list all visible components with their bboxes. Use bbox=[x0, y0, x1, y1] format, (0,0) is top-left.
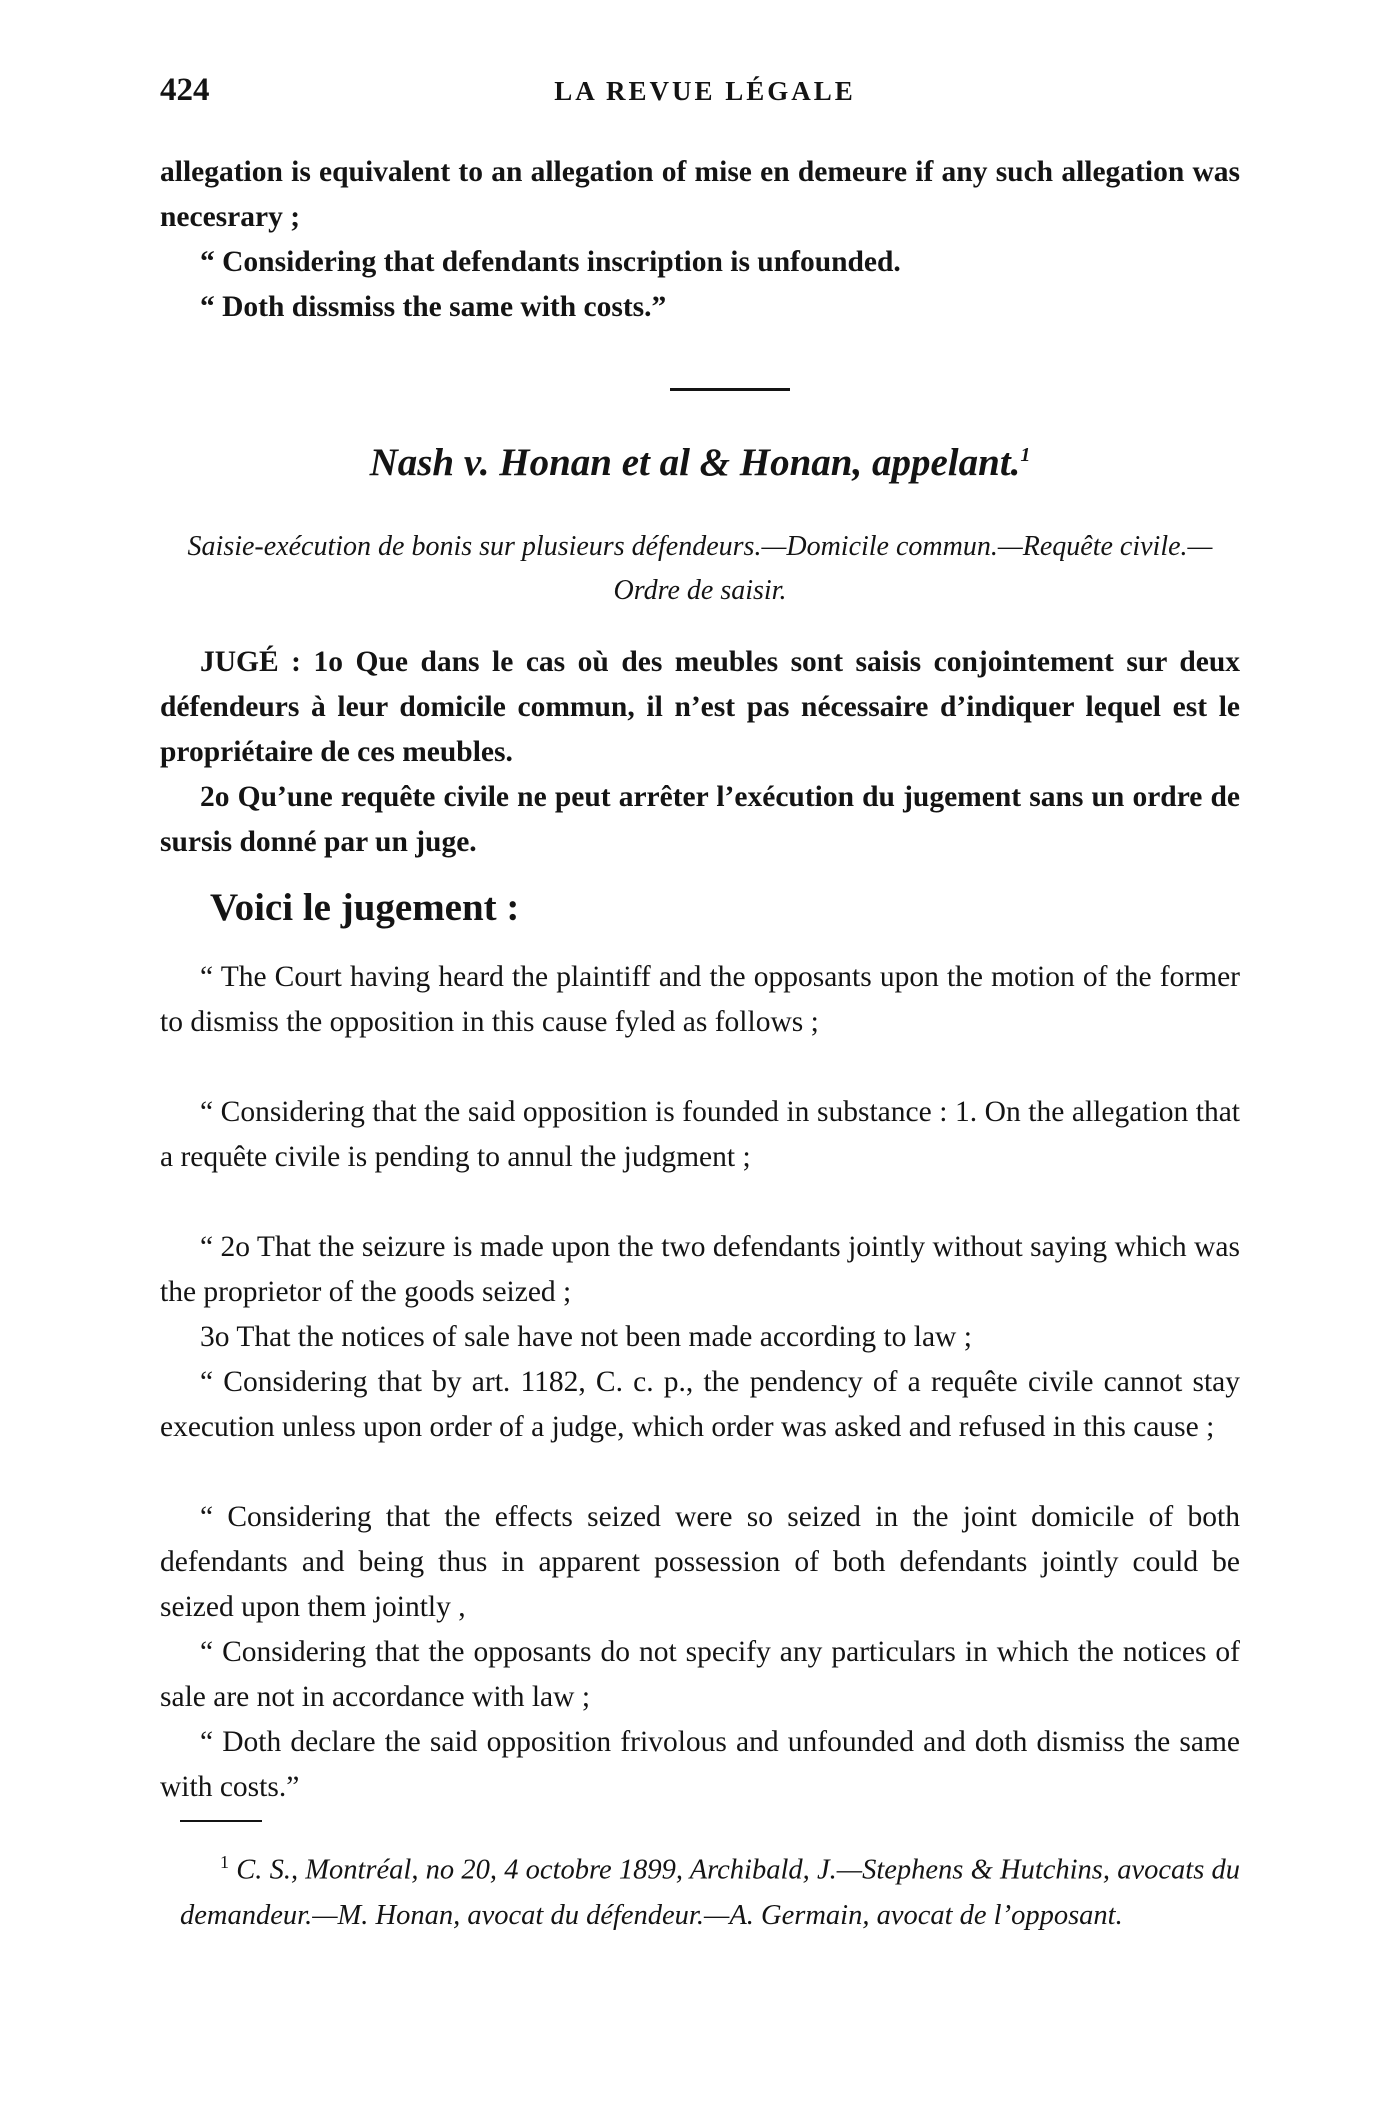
footnote-mark: 1 bbox=[220, 1852, 229, 1872]
judgment-paragraph: 3o That the notices of sale have not been made according to law ; bbox=[200, 1321, 972, 1353]
judgment-paragraph: “ 2o That the seizure is made upon the two defendants jointly without saying which was the proprietor of the goods seized ; bbox=[160, 1231, 1240, 1308]
page-number: 424 bbox=[160, 72, 210, 108]
holding-1: JUGÉ : 1o Que dans le cas où des meubles sont saisis conjointement sur deux défendeurs à leur domicile commun, il n’est pas nécessaire d’indiquer lequel est le propriétaire de ces meubles. bbox=[160, 646, 1240, 768]
running-title: LA REVUE LÉGALE bbox=[554, 76, 856, 106]
footnote bbox=[180, 1840, 1240, 1938]
judgment-paragraph: “ The Court having heard the plaintiff and the opposants upon the motion of the former to dismiss the opposition in this cause fyled as follows ; bbox=[160, 961, 1240, 1038]
footnote-reference: 1 bbox=[1020, 444, 1031, 466]
judgment-paragraph: “ Considering that by art. 1182, C. c. p., the pendency of a requête civile cannot stay execution unless upon order of a judge, which order was asked and refused in this cause ; bbox=[160, 1366, 1240, 1443]
judgment-paragraph: “ Considering that the said opposition is founded in substance : 1. On the allegation that a requête civile is pending to annul the judgment ; bbox=[160, 1096, 1240, 1173]
section-divider bbox=[670, 388, 790, 391]
case-title bbox=[160, 440, 1240, 485]
judgment-paragraph: “ Considering that the effects seized were so seized in the joint domicile of both defendants and being thus in apparent possession of both defendants jointly could be seized upon them jointly , bbox=[160, 1501, 1240, 1623]
judgment-heading: Voici le jugement : bbox=[210, 886, 520, 929]
case-summary: Saisie-exécution de bonis sur plusieurs défendeurs.—Domicile commun.—Requête civile.—Ordre de saisir. bbox=[187, 531, 1213, 606]
page-header bbox=[160, 72, 1250, 122]
judgment-paragraph: “ Considering that the opposants do not specify any particulars in which the notices of sale are not in accordance with law ; bbox=[160, 1636, 1240, 1713]
holding-2: 2o Qu’une requête civile ne peut arrêter l’exécution du jugement sans un ordre de sursis donné par un juge. bbox=[160, 781, 1240, 858]
carryover-dismiss: “ Doth dissmiss the same with costs.” bbox=[200, 291, 667, 323]
judgment-paragraph: “ Doth declare the said opposition frivolous and unfounded and doth dismiss the same with costs.” bbox=[160, 1726, 1240, 1803]
footnote-text: C. S., Montréal, no 20, 4 octobre 1899, Archibald, J.—Stephens & Hutchins, avocats du demandeur.—M. Honan, avocat du défendeur.—A. Germain, avocat de l’opposant. bbox=[180, 1854, 1240, 1931]
carryover-considering: “ Considering that defendants inscription is unfounded. bbox=[200, 246, 901, 278]
case-title-text: Nash v. Honan et al & Honan, appelant. bbox=[369, 441, 1021, 484]
footnote-rule bbox=[180, 1820, 262, 1822]
carryover-paragraph: allegation is equivalent to an allegation of mise en demeure if any such allegation was necesrary ; bbox=[160, 156, 1240, 233]
